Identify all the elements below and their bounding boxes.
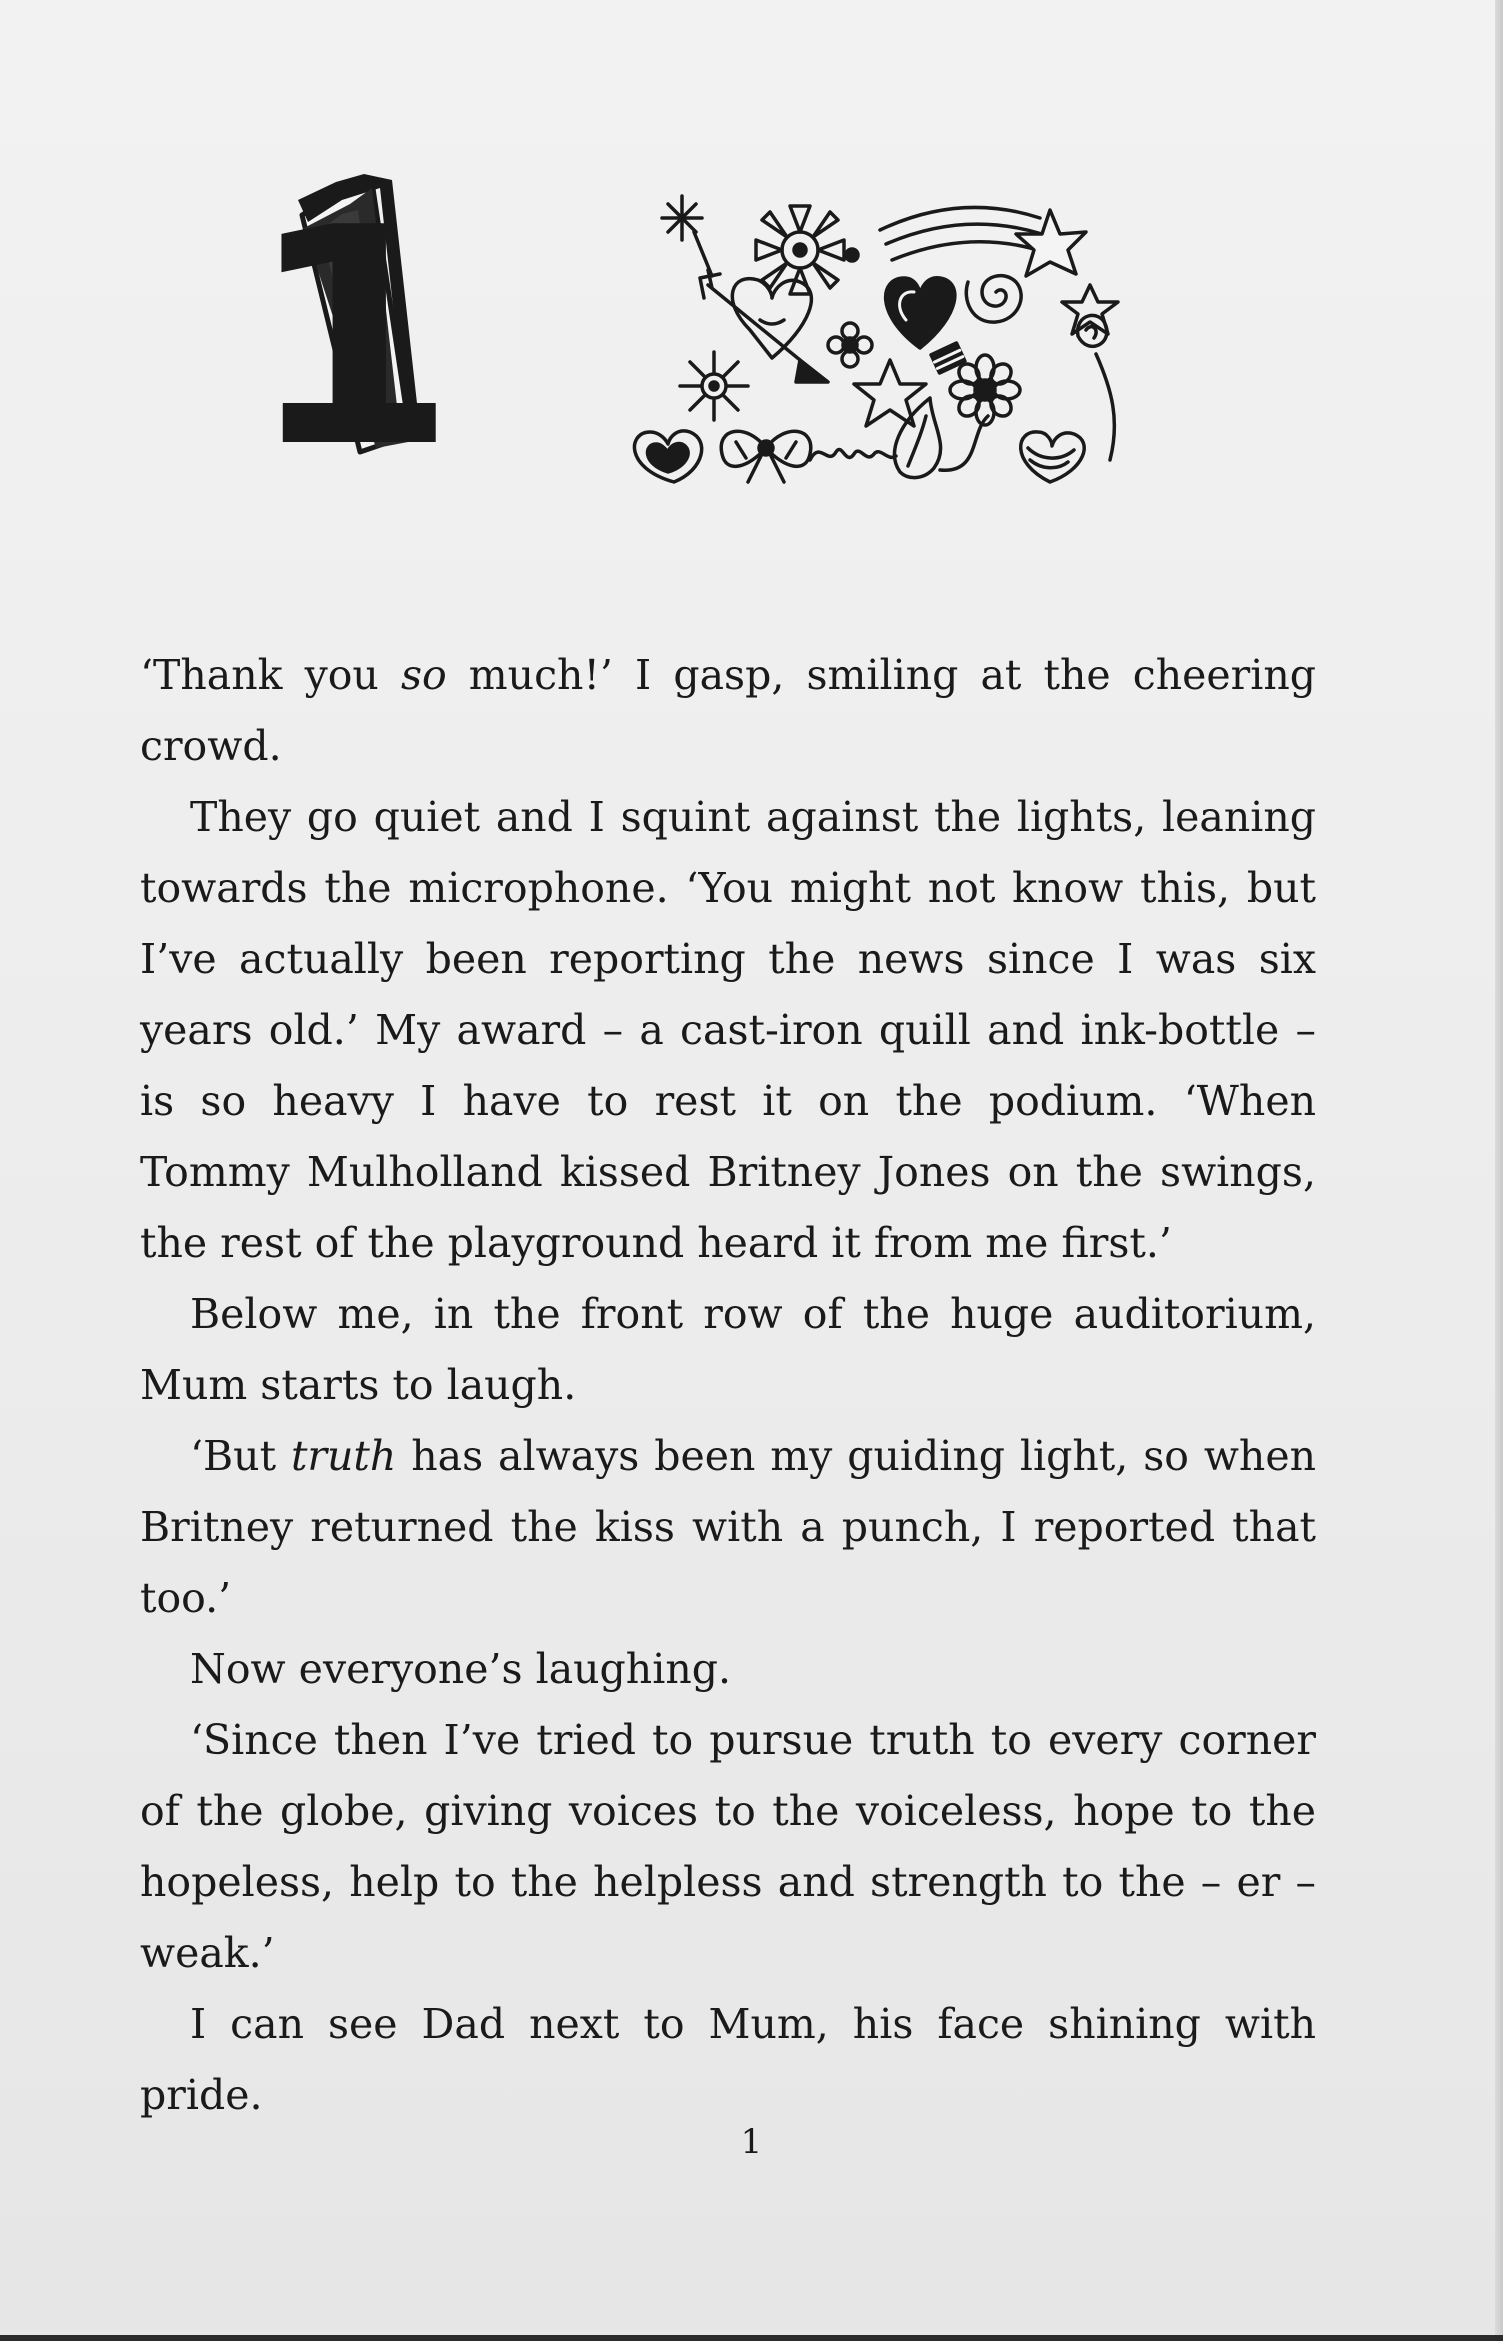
- text-run: I can see Dad next to Mum, his face shining with pride.: [140, 2000, 1316, 2119]
- paragraph: [140, 640, 1316, 782]
- emphasis-text: truth: [290, 1432, 397, 1480]
- text-run: They go quiet and I squint against the lights, leaning towards the microphone. ‘You might not know this, but I’ve actually been reporting the news since I was six years old.’ My award – a cast-iron quill and ink-bottle – is so heavy I have to rest it on the podium. ‘When Tommy Mulholland kissed Britney Jones on the swings, the rest of the playground heard it from me first.’: [140, 793, 1316, 1267]
- heart-icon: [886, 278, 955, 348]
- paragraph: [140, 1989, 1316, 2131]
- heart-icon: [1021, 432, 1085, 482]
- text-run: much!’ I gasp, smiling at the cheering crowd.: [140, 651, 1317, 770]
- page-edge: [1495, 0, 1503, 2341]
- bow-icon: [721, 431, 811, 482]
- heart-icon: [634, 431, 701, 482]
- chapter-body-text: [140, 640, 1316, 2131]
- rose-icon: [1078, 315, 1115, 460]
- sparkle-icon: [662, 196, 712, 276]
- flower-icon: [828, 323, 872, 367]
- shooting-star-icon: [880, 207, 1086, 276]
- chapter-heading-art: [247, 164, 1180, 513]
- leaf-icon: [895, 398, 941, 478]
- text-run: Now everyone’s laughing.: [190, 1645, 732, 1693]
- text-run: ‘Thank you: [140, 651, 401, 699]
- paragraph: [140, 1705, 1316, 1989]
- arrow-heart-icon: [700, 270, 828, 382]
- flower-icon: [950, 355, 1020, 425]
- page-number: 1: [740, 2122, 763, 2162]
- star-icon: [854, 360, 926, 426]
- sun-flower-icon: [680, 352, 748, 420]
- swirl-icon: [940, 416, 988, 470]
- paragraph: [140, 1634, 1316, 1705]
- spiral-icon: [966, 276, 1021, 322]
- paragraph: [140, 782, 1316, 1279]
- text-run: Below me, in the front row of the huge auditorium, Mum starts to laugh.: [140, 1290, 1316, 1409]
- page-bottom-edge: [0, 2335, 1503, 2341]
- text-run: ‘But: [190, 1432, 291, 1480]
- paragraph: [140, 1279, 1316, 1421]
- dot-icon: [846, 249, 858, 261]
- squiggle-icon: [810, 449, 896, 460]
- chapter-number-graphic: [248, 164, 457, 513]
- paragraph: [140, 1421, 1316, 1634]
- text-run: ‘Since then I’ve tried to pursue truth to every corner of the globe, giving voices to the voiceless, hope to the hopeless, help to the helpless and strength to the – er – weak.’: [140, 1716, 1316, 1977]
- text-run: has always been my guiding light, so when Britney returned the kiss with a punch, I reported that too.’: [140, 1432, 1316, 1622]
- chapter-number: 1: [247, 164, 457, 513]
- emphasis-text: so: [400, 651, 447, 699]
